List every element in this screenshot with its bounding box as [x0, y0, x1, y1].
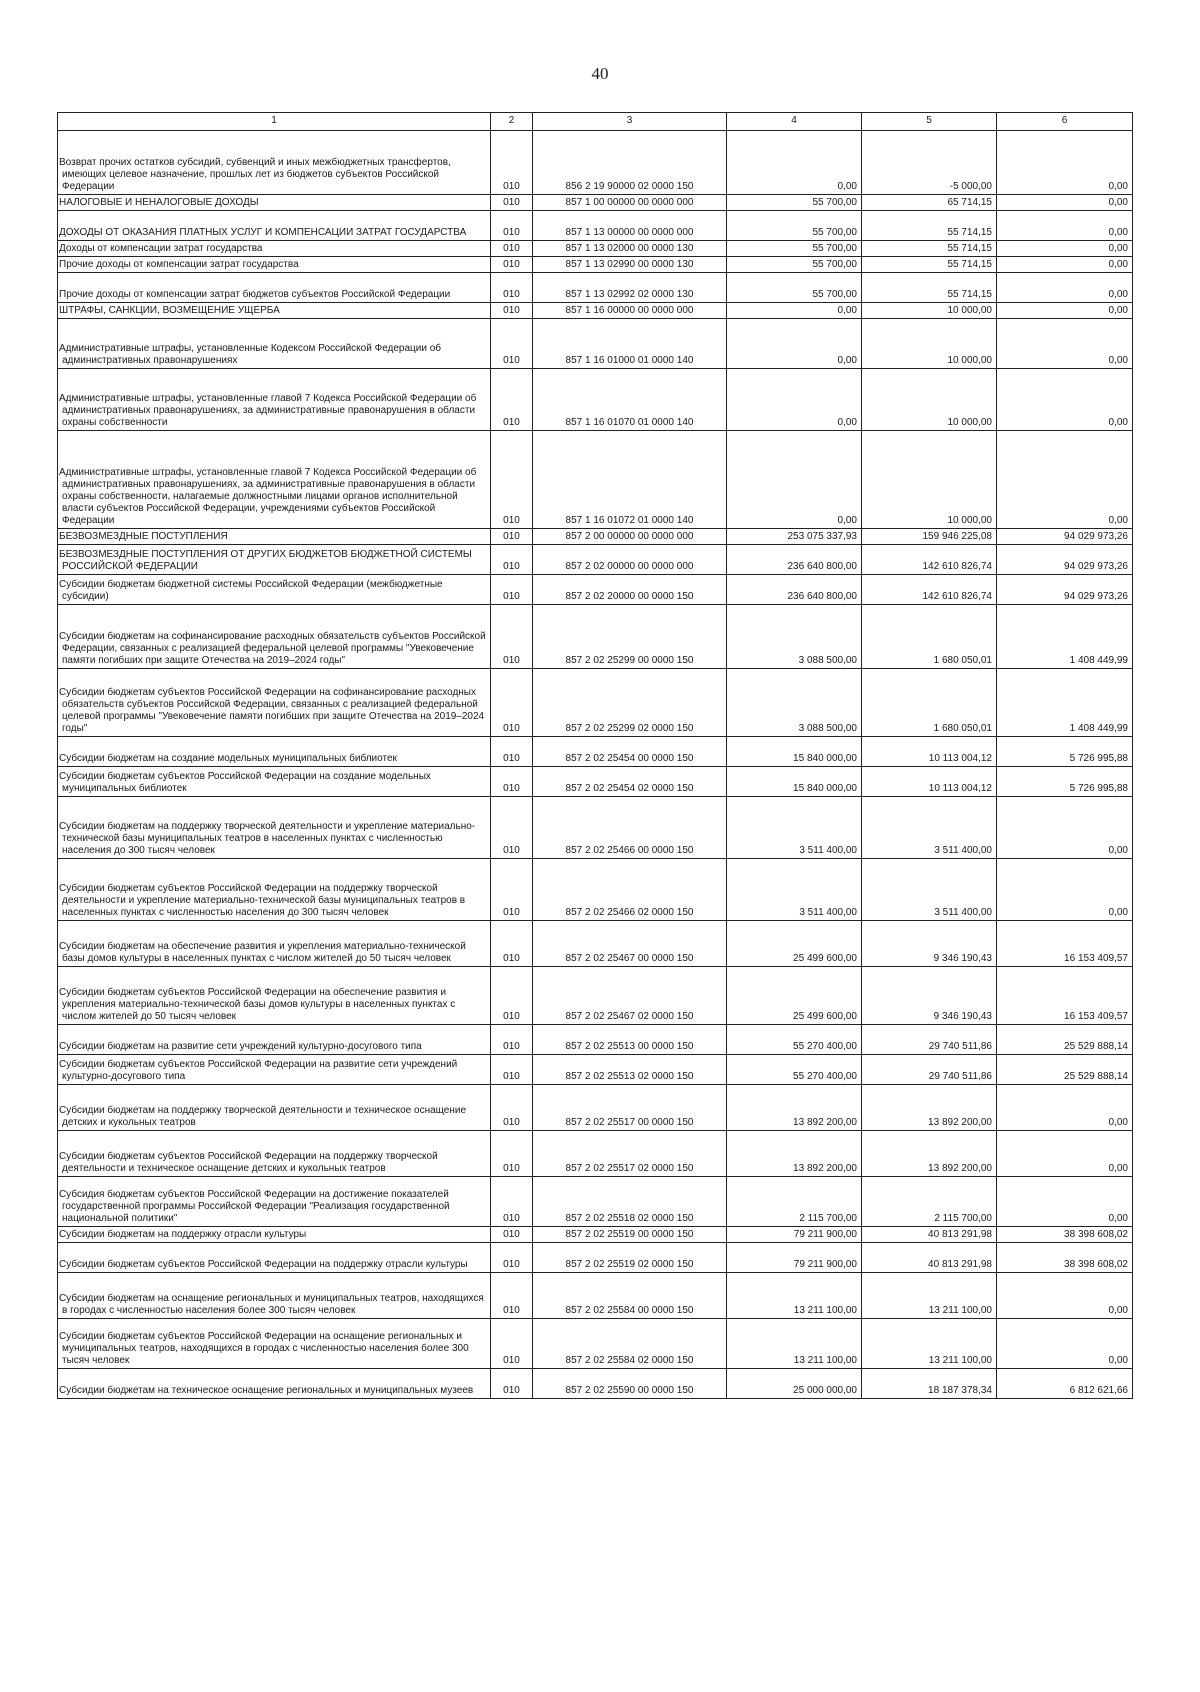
row-col6-value-cell: 0,00 — [997, 273, 1133, 303]
row-col5-value-cell: 1 680 050,01 — [862, 605, 997, 669]
row-col4-value-cell: 25 499 600,00 — [727, 967, 862, 1025]
row-budget-code-cell: 857 2 02 25454 02 0000 150 — [533, 767, 727, 797]
row-col5-value-cell: 10 113 004,12 — [862, 767, 997, 797]
row-col5-value-cell: 1 680 050,01 — [862, 669, 997, 737]
row-col5-value-cell: 55 714,15 — [862, 273, 997, 303]
row-col6-value-cell: 0,00 — [997, 319, 1133, 369]
row-name-cell: Возврат прочих остатков субсидий, субвенций и иных межбюджетных трансфертов, имеющих целевое назначение, прошлых лет из бюджетов субъектов Российской Федерации — [58, 131, 491, 195]
row-col4-value-cell: 3 511 400,00 — [727, 859, 862, 921]
row-name-cell: Субсидии бюджетам на поддержку творческой деятельности и техническое оснащение детских и кукольных театров — [58, 1085, 491, 1131]
row-admin-code-cell: 010 — [491, 575, 533, 605]
row-col4-value-cell: 55 700,00 — [727, 195, 862, 211]
table-row — [58, 669, 1133, 737]
table-row — [58, 737, 1133, 767]
row-col4-value-cell: 13 892 200,00 — [727, 1131, 862, 1177]
row-col4-value-cell: 3 088 500,00 — [727, 605, 862, 669]
row-col4-value-cell: 0,00 — [727, 431, 862, 529]
row-col4-value-cell: 55 270 400,00 — [727, 1025, 862, 1055]
header-col-6: 6 — [997, 113, 1133, 131]
row-col6-value-cell: 0,00 — [997, 431, 1133, 529]
header-col-3: 3 — [533, 113, 727, 131]
row-admin-code-cell: 010 — [491, 431, 533, 529]
row-admin-code-cell: 010 — [491, 669, 533, 737]
table-row — [58, 1273, 1133, 1319]
table-row — [58, 195, 1133, 211]
row-col6-value-cell: 16 153 409,57 — [997, 921, 1133, 967]
row-col4-value-cell: 13 892 200,00 — [727, 1085, 862, 1131]
row-budget-code-cell: 857 2 02 25299 00 0000 150 — [533, 605, 727, 669]
row-admin-code-cell: 010 — [491, 1243, 533, 1273]
row-admin-code-cell: 010 — [491, 529, 533, 545]
row-admin-code-cell: 010 — [491, 1055, 533, 1085]
table-header-row — [58, 113, 1133, 131]
table-row — [58, 605, 1133, 669]
row-admin-code-cell: 010 — [491, 257, 533, 273]
table-row — [58, 273, 1133, 303]
row-name-cell: Субсидии бюджетам на софинансирование расходных обязательств субъектов Российской Федерации, связанных с реализацией федеральной целевой программы "Увековечение памяти погибших при защите Отечества на 2019–2024 годы" — [58, 605, 491, 669]
row-name-cell: Административные штрафы, установленные главой 7 Кодекса Российской Федерации об административных правонарушениях, за административные правонарушения в области охраны собственности, налагаемые должностными лицами органов исполнительной власти субъектов Российской Федерации, учреждениями субъектов Российской Федерации — [58, 431, 491, 529]
row-col6-value-cell: 0,00 — [997, 257, 1133, 273]
row-admin-code-cell: 010 — [491, 859, 533, 921]
row-col6-value-cell: 0,00 — [997, 1177, 1133, 1227]
row-name-cell: БЕЗВОЗМЕЗДНЫЕ ПОСТУПЛЕНИЯ ОТ ДРУГИХ БЮДЖЕТОВ БЮДЖЕТНОЙ СИСТЕМЫ РОССИЙСКОЙ ФЕДЕРАЦИИ — [58, 545, 491, 575]
row-col6-value-cell: 0,00 — [997, 1319, 1133, 1369]
row-name-cell: Субсидии бюджетам субъектов Российской Федерации на поддержку отрасли культуры — [58, 1243, 491, 1273]
row-budget-code-cell: 857 2 02 25517 02 0000 150 — [533, 1131, 727, 1177]
page-number: 40 — [591, 64, 609, 83]
row-budget-code-cell: 857 2 02 25466 02 0000 150 — [533, 859, 727, 921]
row-col5-value-cell: 142 610 826,74 — [862, 545, 997, 575]
table-row — [58, 369, 1133, 431]
row-col5-value-cell: -5 000,00 — [862, 131, 997, 195]
row-col6-value-cell: 38 398 608,02 — [997, 1243, 1133, 1273]
row-col6-value-cell: 0,00 — [997, 369, 1133, 431]
row-budget-code-cell: 857 1 16 00000 00 0000 000 — [533, 303, 727, 319]
row-name-cell: Субсидии бюджетам субъектов Российской Федерации на поддержку творческой деятельности и техническое оснащение детских и кукольных театров — [58, 1131, 491, 1177]
row-admin-code-cell: 010 — [491, 273, 533, 303]
row-admin-code-cell: 010 — [491, 1177, 533, 1227]
row-col5-value-cell: 13 892 200,00 — [862, 1131, 997, 1177]
row-col6-value-cell: 5 726 995,88 — [997, 737, 1133, 767]
row-col4-value-cell: 0,00 — [727, 369, 862, 431]
table-row — [58, 1319, 1133, 1369]
table-row — [58, 545, 1133, 575]
row-admin-code-cell: 010 — [491, 545, 533, 575]
row-col6-value-cell: 0,00 — [997, 797, 1133, 859]
row-col6-value-cell: 25 529 888,14 — [997, 1055, 1133, 1085]
row-admin-code-cell: 010 — [491, 1319, 533, 1369]
row-budget-code-cell: 857 2 02 25519 02 0000 150 — [533, 1243, 727, 1273]
row-col5-value-cell: 10 000,00 — [862, 319, 997, 369]
row-col5-value-cell: 40 813 291,98 — [862, 1243, 997, 1273]
row-col6-value-cell: 0,00 — [997, 241, 1133, 257]
row-col4-value-cell: 0,00 — [727, 303, 862, 319]
row-col4-value-cell: 236 640 800,00 — [727, 545, 862, 575]
row-col4-value-cell: 55 270 400,00 — [727, 1055, 862, 1085]
table-row — [58, 241, 1133, 257]
row-budget-code-cell: 857 2 02 25517 00 0000 150 — [533, 1085, 727, 1131]
row-col5-value-cell: 40 813 291,98 — [862, 1227, 997, 1243]
row-name-cell: Субсидии бюджетам субъектов Российской Федерации на софинансирование расходных обязательств субъектов Российской Федерации, связанных с реализацией федеральной целевой программы "Увековечение памяти погибших при защите Отечества на 2019–2024 годы" — [58, 669, 491, 737]
row-col4-value-cell: 55 700,00 — [727, 211, 862, 241]
table-row — [58, 797, 1133, 859]
row-name-cell: Субсидии бюджетам субъектов Российской Федерации на создание модельных муниципальных библиотек — [58, 767, 491, 797]
row-admin-code-cell: 010 — [491, 241, 533, 257]
row-col5-value-cell: 9 346 190,43 — [862, 921, 997, 967]
row-col4-value-cell: 253 075 337,93 — [727, 529, 862, 545]
row-admin-code-cell: 010 — [491, 605, 533, 669]
row-col6-value-cell: 0,00 — [997, 1131, 1133, 1177]
row-col6-value-cell: 1 408 449,99 — [997, 669, 1133, 737]
table-row — [58, 131, 1133, 195]
table-row — [58, 1243, 1133, 1273]
row-col4-value-cell: 79 211 900,00 — [727, 1227, 862, 1243]
row-admin-code-cell: 010 — [491, 767, 533, 797]
row-name-cell: ДОХОДЫ ОТ ОКАЗАНИЯ ПЛАТНЫХ УСЛУГ И КОМПЕНСАЦИИ ЗАТРАТ ГОСУДАРСТВА — [58, 211, 491, 241]
row-name-cell: Субсидии бюджетам на техническое оснащение региональных и муниципальных музеев — [58, 1369, 491, 1399]
row-col4-value-cell: 15 840 000,00 — [727, 737, 862, 767]
row-name-cell: ШТРАФЫ, САНКЦИИ, ВОЗМЕЩЕНИЕ УЩЕРБА — [58, 303, 491, 319]
row-budget-code-cell: 857 2 02 25467 00 0000 150 — [533, 921, 727, 967]
row-budget-code-cell: 857 2 02 25518 02 0000 150 — [533, 1177, 727, 1227]
table-row — [58, 529, 1133, 545]
row-budget-code-cell: 857 1 16 01072 01 0000 140 — [533, 431, 727, 529]
row-col6-value-cell: 0,00 — [997, 1273, 1133, 1319]
row-budget-code-cell: 857 2 02 25519 00 0000 150 — [533, 1227, 727, 1243]
row-admin-code-cell: 010 — [491, 1369, 533, 1399]
row-name-cell: Административные штрафы, установленные главой 7 Кодекса Российской Федерации об административных правонарушениях, за административные правонарушения в области охраны собственности — [58, 369, 491, 431]
row-admin-code-cell: 010 — [491, 369, 533, 431]
row-col5-value-cell: 18 187 378,34 — [862, 1369, 997, 1399]
row-col4-value-cell: 3 088 500,00 — [727, 669, 862, 737]
row-name-cell: БЕЗВОЗМЕЗДНЫЕ ПОСТУПЛЕНИЯ — [58, 529, 491, 545]
row-col6-value-cell: 16 153 409,57 — [997, 967, 1133, 1025]
row-col4-value-cell: 3 511 400,00 — [727, 797, 862, 859]
row-col5-value-cell: 29 740 511,86 — [862, 1025, 997, 1055]
row-budget-code-cell: 857 2 00 00000 00 0000 000 — [533, 529, 727, 545]
header-col-5: 5 — [862, 113, 997, 131]
row-admin-code-cell: 010 — [491, 797, 533, 859]
table-body — [58, 131, 1133, 1399]
row-name-cell: Субсидия бюджетам субъектов Российской Федерации на достижение показателей государственной программы Российской Федерации "Реализация государственной национальной политики" — [58, 1177, 491, 1227]
row-admin-code-cell: 010 — [491, 319, 533, 369]
row-col5-value-cell: 55 714,15 — [862, 241, 997, 257]
row-admin-code-cell: 010 — [491, 1227, 533, 1243]
row-budget-code-cell: 857 2 02 25584 00 0000 150 — [533, 1273, 727, 1319]
row-col5-value-cell: 10 000,00 — [862, 369, 997, 431]
table-row — [58, 1085, 1133, 1131]
row-budget-code-cell: 856 2 19 90000 02 0000 150 — [533, 131, 727, 195]
row-admin-code-cell: 010 — [491, 967, 533, 1025]
row-col5-value-cell: 10 000,00 — [862, 303, 997, 319]
row-budget-code-cell: 857 2 02 25513 02 0000 150 — [533, 1055, 727, 1085]
row-name-cell: Субсидии бюджетам субъектов Российской Федерации на развитие сети учреждений культурно-досугового типа — [58, 1055, 491, 1085]
row-col6-value-cell: 94 029 973,26 — [997, 575, 1133, 605]
row-col4-value-cell: 0,00 — [727, 319, 862, 369]
row-budget-code-cell: 857 2 02 20000 00 0000 150 — [533, 575, 727, 605]
row-admin-code-cell: 010 — [491, 921, 533, 967]
row-col4-value-cell: 55 700,00 — [727, 241, 862, 257]
row-col5-value-cell: 29 740 511,86 — [862, 1055, 997, 1085]
row-col5-value-cell: 3 511 400,00 — [862, 859, 997, 921]
row-col6-value-cell: 1 408 449,99 — [997, 605, 1133, 669]
row-name-cell: НАЛОГОВЫЕ И НЕНАЛОГОВЫЕ ДОХОДЫ — [58, 195, 491, 211]
row-col4-value-cell: 0,00 — [727, 131, 862, 195]
table-row — [58, 1025, 1133, 1055]
row-col5-value-cell: 13 211 100,00 — [862, 1319, 997, 1369]
row-col6-value-cell: 0,00 — [997, 195, 1133, 211]
row-name-cell: Субсидии бюджетам на обеспечение развития и укрепления материально-технической базы домов культуры в населенных пунктах с числом жителей до 50 тысяч человек — [58, 921, 491, 967]
row-name-cell: Субсидии бюджетам субъектов Российской Федерации на обеспечение развития и укрепления материально-технической базы домов культуры в населенных пунктах с числом жителей до 50 тысяч человек — [58, 967, 491, 1025]
row-col4-value-cell: 25 000 000,00 — [727, 1369, 862, 1399]
table-row — [58, 319, 1133, 369]
table-row — [58, 859, 1133, 921]
row-col5-value-cell: 9 346 190,43 — [862, 967, 997, 1025]
table-row — [58, 1177, 1133, 1227]
table-row — [58, 431, 1133, 529]
row-col6-value-cell: 25 529 888,14 — [997, 1025, 1133, 1055]
row-name-cell: Прочие доходы от компенсации затрат бюджетов субъектов Российской Федерации — [58, 273, 491, 303]
row-col5-value-cell: 55 714,15 — [862, 211, 997, 241]
row-col4-value-cell: 15 840 000,00 — [727, 767, 862, 797]
row-col5-value-cell: 13 892 200,00 — [862, 1085, 997, 1131]
row-budget-code-cell: 857 1 00 00000 00 0000 000 — [533, 195, 727, 211]
row-budget-code-cell: 857 2 02 25590 00 0000 150 — [533, 1369, 727, 1399]
row-admin-code-cell: 010 — [491, 1085, 533, 1131]
row-name-cell: Доходы от компенсации затрат государства — [58, 241, 491, 257]
row-name-cell: Субсидии бюджетам субъектов Российской Федерации на поддержку творческой деятельности и укрепление материально-технической базы муниципальных театров в населенных пунктах с численностью населения до 300 тысяч человек — [58, 859, 491, 921]
row-col4-value-cell: 13 211 100,00 — [727, 1273, 862, 1319]
table-row — [58, 967, 1133, 1025]
row-budget-code-cell: 857 1 13 02000 00 0000 130 — [533, 241, 727, 257]
row-admin-code-cell: 010 — [491, 1131, 533, 1177]
row-budget-code-cell: 857 2 02 25584 02 0000 150 — [533, 1319, 727, 1369]
row-col4-value-cell: 13 211 100,00 — [727, 1319, 862, 1369]
row-col5-value-cell: 55 714,15 — [862, 257, 997, 273]
row-col6-value-cell: 94 029 973,26 — [997, 529, 1133, 545]
header-col-4: 4 — [727, 113, 862, 131]
table-row — [58, 1369, 1133, 1399]
row-name-cell: Административные штрафы, установленные Кодексом Российской Федерации об административных правонарушениях — [58, 319, 491, 369]
row-name-cell: Субсидии бюджетам субъектов Российской Федерации на оснащение региональных и муниципальных театров, находящихся в городах с численностью населения более 300 тысяч человек — [58, 1319, 491, 1369]
row-name-cell: Субсидии бюджетам на развитие сети учреждений культурно-досугового типа — [58, 1025, 491, 1055]
table-row — [58, 1055, 1133, 1085]
table-row — [58, 211, 1133, 241]
row-col6-value-cell: 38 398 608,02 — [997, 1227, 1133, 1243]
row-budget-code-cell: 857 2 02 25466 00 0000 150 — [533, 797, 727, 859]
row-col6-value-cell: 0,00 — [997, 131, 1133, 195]
row-admin-code-cell: 010 — [491, 131, 533, 195]
row-col5-value-cell: 3 511 400,00 — [862, 797, 997, 859]
row-col5-value-cell: 10 000,00 — [862, 431, 997, 529]
row-col4-value-cell: 79 211 900,00 — [727, 1243, 862, 1273]
row-name-cell: Субсидии бюджетам на оснащение региональных и муниципальных театров, находящихся в городах с численностью населения более 300 тысяч человек — [58, 1273, 491, 1319]
header-col-2: 2 — [491, 113, 533, 131]
row-col5-value-cell: 142 610 826,74 — [862, 575, 997, 605]
budget-revenue-table — [57, 112, 1133, 1399]
row-col6-value-cell: 94 029 973,26 — [997, 545, 1133, 575]
row-budget-code-cell: 857 2 02 25299 02 0000 150 — [533, 669, 727, 737]
row-name-cell: Прочие доходы от компенсации затрат государства — [58, 257, 491, 273]
row-budget-code-cell: 857 1 13 00000 00 0000 000 — [533, 211, 727, 241]
row-col5-value-cell: 2 115 700,00 — [862, 1177, 997, 1227]
row-name-cell: Субсидии бюджетам на поддержку отрасли культуры — [58, 1227, 491, 1243]
row-col4-value-cell: 236 640 800,00 — [727, 575, 862, 605]
row-admin-code-cell: 010 — [491, 211, 533, 241]
row-col6-value-cell: 0,00 — [997, 859, 1133, 921]
row-col4-value-cell: 55 700,00 — [727, 257, 862, 273]
table-row — [58, 921, 1133, 967]
row-budget-code-cell: 857 2 02 25467 02 0000 150 — [533, 967, 727, 1025]
row-col5-value-cell: 13 211 100,00 — [862, 1273, 997, 1319]
row-col6-value-cell: 0,00 — [997, 1085, 1133, 1131]
row-name-cell: Субсидии бюджетам на поддержку творческой деятельности и укрепление материально-технической базы муниципальных театров в населенных пунктах с численностью населения до 300 тысяч человек — [58, 797, 491, 859]
row-col6-value-cell: 0,00 — [997, 211, 1133, 241]
row-name-cell: Субсидии бюджетам бюджетной системы Российской Федерации (межбюджетные субсидии) — [58, 575, 491, 605]
table-row — [58, 303, 1133, 319]
table-row — [58, 767, 1133, 797]
row-col5-value-cell: 159 946 225,08 — [862, 529, 997, 545]
table-row — [58, 575, 1133, 605]
row-admin-code-cell: 010 — [491, 1025, 533, 1055]
row-budget-code-cell: 857 2 02 00000 00 0000 000 — [533, 545, 727, 575]
row-col5-value-cell: 10 113 004,12 — [862, 737, 997, 767]
row-budget-code-cell: 857 1 13 02992 02 0000 130 — [533, 273, 727, 303]
table-row — [58, 257, 1133, 273]
header-col-1: 1 — [58, 113, 491, 131]
row-col6-value-cell: 6 812 621,66 — [997, 1369, 1133, 1399]
row-budget-code-cell: 857 1 13 02990 00 0000 130 — [533, 257, 727, 273]
row-col4-value-cell: 55 700,00 — [727, 273, 862, 303]
row-admin-code-cell: 010 — [491, 737, 533, 767]
row-col6-value-cell: 0,00 — [997, 303, 1133, 319]
row-col4-value-cell: 25 499 600,00 — [727, 921, 862, 967]
table-row — [58, 1227, 1133, 1243]
row-admin-code-cell: 010 — [491, 195, 533, 211]
row-admin-code-cell: 010 — [491, 1273, 533, 1319]
row-col6-value-cell: 5 726 995,88 — [997, 767, 1133, 797]
row-col5-value-cell: 65 714,15 — [862, 195, 997, 211]
row-admin-code-cell: 010 — [491, 303, 533, 319]
row-budget-code-cell: 857 1 16 01000 01 0000 140 — [533, 319, 727, 369]
row-budget-code-cell: 857 1 16 01070 01 0000 140 — [533, 369, 727, 431]
table-row — [58, 1131, 1133, 1177]
row-name-cell: Субсидии бюджетам на создание модельных муниципальных библиотек — [58, 737, 491, 767]
row-budget-code-cell: 857 2 02 25513 00 0000 150 — [533, 1025, 727, 1055]
row-budget-code-cell: 857 2 02 25454 00 0000 150 — [533, 737, 727, 767]
row-col4-value-cell: 2 115 700,00 — [727, 1177, 862, 1227]
